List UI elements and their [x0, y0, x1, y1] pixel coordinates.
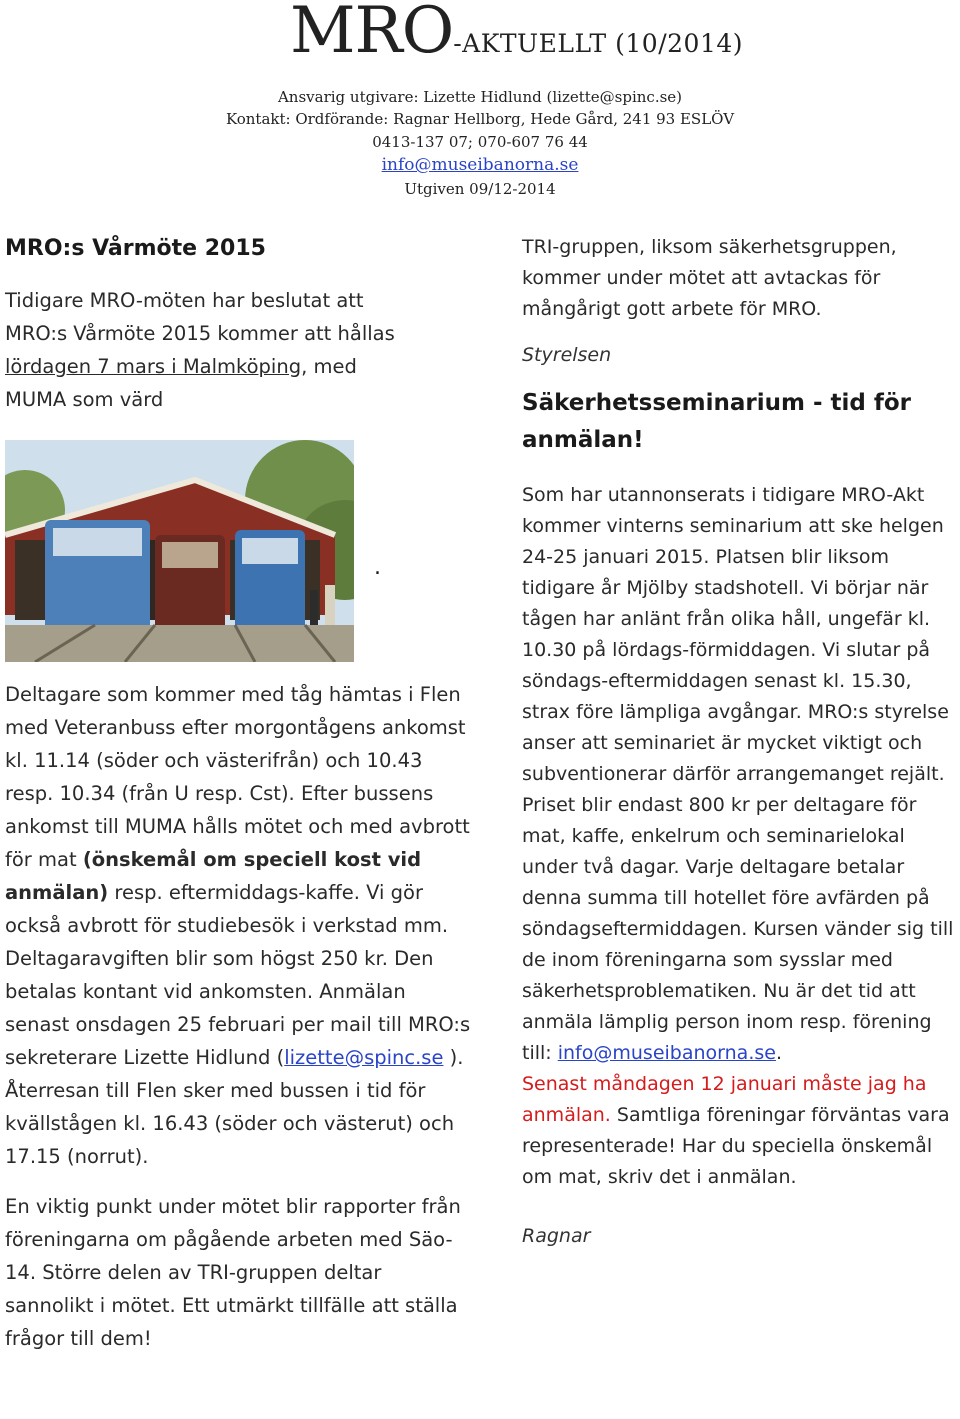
- issued-date: Utgiven 09/12-2014: [404, 180, 556, 198]
- intro-line-1: Tidigare MRO-möten har beslutat att: [5, 289, 364, 312]
- signature-ragnar: Ragnar: [522, 1225, 591, 1247]
- tri-group-paragraph: En viktig punkt under mötet blir rapporter från föreningarna om pågående arbeten med Säo-14. Större delen av TRI-gruppen deltar sannolikt i mötet. Ett utmärkt tillfälle att ställa frågor till dem!: [5, 1195, 461, 1350]
- seminar-text-a: Som har utannonserats i tidigare MRO-Akt kommer vinterns seminarium att ske helgen 24-25 januari 2015. Platsen blir liksom tidigare år Mjölby stadshotell. Vi börjar när tågen har anlänt från olika håll, ungefär kl. 10.30 på lördags-förmiddagen. Vi slutar på söndags-eftermiddagen senast kl. 15.30, strax före lämpliga avgångar. MRO:s styrelse anser att seminariet är mycket viktigt och subventionerar därför arrangemanget rejält. Priset blir endast 800 kr per deltagare för mat, kaffe, enkelrum och seminarielokal under två dagar. Varje deltagare betalar denna summa till hotellet före avfärden på söndagseftermiddagen. Kursen vänder sig till de inom föreningarna som sysslar med säkerhetsproblematiken. Nu är det tid att anmäla lämplig person inom resp. förening till:: [522, 484, 954, 1064]
- title-main: MRO: [290, 0, 454, 68]
- right-column: [522, 232, 960, 1252]
- seminar-text-b: Samtliga föreningar förväntas vara representerade! Har du speciella önskemål om mat, skriv det i anmälan.: [522, 1104, 950, 1188]
- seminar-paragraph: [522, 480, 960, 1193]
- details-bold: (önskemål om speciell kost vid anmälan): [5, 848, 422, 904]
- seminar-dot: .: [775, 1042, 782, 1064]
- signature-styrelsen: Styrelsen: [522, 344, 612, 366]
- meeting-heading: MRO:s Vårmöte 2015: [5, 236, 266, 261]
- title-rest: -AKTUELLT (10/2014): [453, 29, 744, 58]
- intro-line-4: MUMA som värd: [5, 388, 164, 411]
- left-column: [5, 232, 475, 1355]
- deadline-text: Senast måndagen 12 januari måste jag ha anmälan.: [522, 1073, 927, 1126]
- tri-thanks-paragraph: TRI-gruppen, liksom säkerhetsgruppen, kommer under mötet att avtackas för mångårigt gott arbete för MRO.: [522, 236, 897, 320]
- tram-depot-illustration: [5, 440, 354, 662]
- photo-caption-dot: .: [374, 555, 381, 580]
- email-line: [0, 155, 960, 175]
- newsletter-title: [290, 0, 743, 68]
- seminar-email-link[interactable]: info@museibanorna.se: [557, 1042, 776, 1064]
- seminar-heading: Säkerhetsseminarium - tid för anmälan!: [522, 390, 912, 453]
- phone-line: 0413-137 07; 070-607 76 44: [372, 133, 588, 151]
- intro-line-3-rest: , med: [301, 355, 357, 378]
- meeting-date-link[interactable]: lördagen 7 mars i Malmköping: [5, 355, 302, 378]
- details-text-b: resp. eftermiddags-kaffe. Vi gör också avbrott för studiebesök i verkstad mm. Deltagaravgiften blir som högst 250 kr. Den betalas kontant vid ankomsten. Anmälan senast onsdagen 25 februari per mail till MRO:s sekreterare Lizette Hidlund (: [5, 881, 471, 1069]
- tram-depot-photo: [5, 440, 354, 662]
- secretary-email-link[interactable]: lizette@spinc.se: [284, 1046, 444, 1069]
- intro-line-2: MRO:s Vårmöte 2015 kommer att hållas: [5, 322, 395, 345]
- publisher-line: Ansvarig utgivare: Lizette Hidlund (lizette@spinc.se): [277, 88, 683, 106]
- email-link[interactable]: info@museibanorna.se: [381, 155, 579, 175]
- contact-line: Kontakt: Ordförande: Ragnar Hellborg, Hede Gård, 241 93 ESLÖV: [225, 110, 735, 128]
- meeting-intro: [5, 284, 475, 416]
- details-text-c: ). Återresan till Flen sker med bussen i tid för kvällstågen kl. 16.43 (söder och västerut) och 17.15 (norrut).: [5, 1046, 464, 1168]
- details-text-a: Deltagare som kommer med tåg hämtas i Flen med Veteranbuss efter morgontågens ankomst kl. 11.14 (söder och västerifrån) och 10.43 resp. 10.34 (från U resp. Cst). Efter bussens ankomst till MUMA hålls mötet och med avbrott för mat: [5, 683, 470, 871]
- meeting-details: [5, 678, 475, 1173]
